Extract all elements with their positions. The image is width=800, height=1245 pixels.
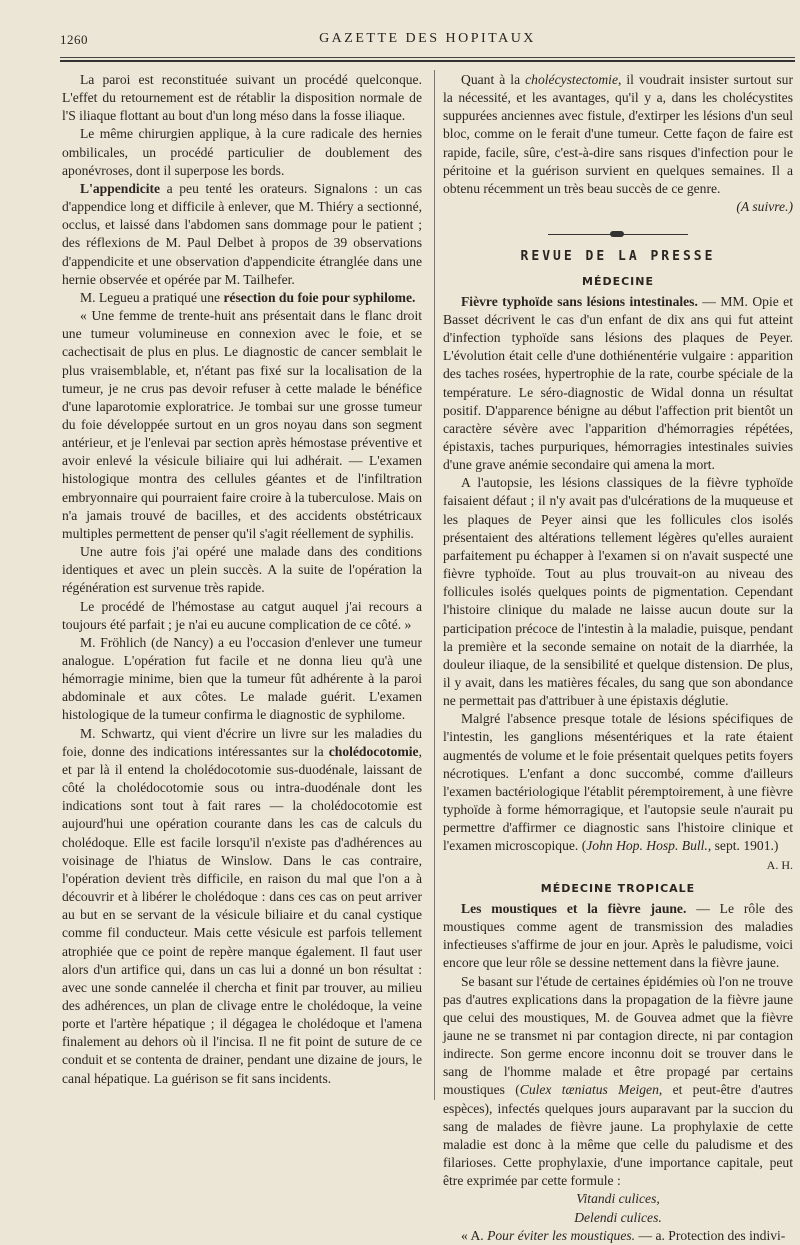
header-rule-thick [60,60,795,62]
paragraph-lead: L'appendicite [80,180,161,196]
page-number: 1260 [60,32,88,47]
paragraph: M. Fröhlich (de Nancy) a eu l'occasion d'enlever une tumeur analogue. L'opération fut facile et ne donna lieu qu'à une hémorragie minime, bien que la tumeur fût adhérente à la paroi abdominale et aux côtes. Le malade guérit. L'examen histologique de la tumeur confirma le diagnostic de syphilome. [62,634,422,723]
paragraph: La paroi est reconstituée suivant un procédé quelconque. L'effet du retournement est de rétablir la disposition normale de l'S iliaque flottant au bout d'un long méso dans la fosse iliaque. [62,72,422,124]
motto-line: Vitandi culices, [576,1191,660,1207]
paragraph: L'appendicite a peu tenté les orateurs. Signalons : un cas d'appendice long et difficile à enlever, que M. Thiéry a sectionné, occlus, et laissé dans l'abdomen sans dommage pour le patient ; des réflexions de M. Paul Delbet à propos de 39 observations d'appendicite et une observation d'appendicite étranglée dans une hernie observée et opérée par M. Tailhefer. [62,180,422,287]
paragraph: Les moustiques et la fièvre jaune. — Le rôle des moustiques comme agent de transmission des maladies infectieuses s'affirme de jour en jour. Après le paludisme, voici encore que leur rôle se dessine nettement dans la fièvre jaune. [443,900,793,971]
subsection-title: MÉDECINE TROPICALE [540,881,696,895]
paragraph: Le procédé de l'hémostase au catgut auquel j'ai recours a toujours été parfait ; je n'ai eu aucune complication de ce côté. » [62,598,422,632]
paragraph: Quant à la cholécystectomie, il voudrait insister surtout sur la nécessité, et les avantages, qu'il y a, dans les cholécystites suppurées anciennes avec fistule, d'extirper les lésions d'un seul bloc, comme on le ferait d'une tumeur. Cette façon de faire est rapide, facile, sûre, c'est-à-dire sans risques d'infection pour le péritoine et la guérison survient en quelques semaines. Il a obtenu récemment un très beau succès de ce genre. (A suivre.) [443,71,793,198]
author-initials: A. H. [766,857,793,872]
paragraph: A l'autopsie, les lésions classiques de la fièvre typhoïde faisaient défaut ; il n'y avait pas d'ulcérations de la muqueuse et les plaques de Peyer ainsi que les follicules clos isolés présentaient des altérations tellement légères qu'elles auraient parfaitement pu échapper à l'examen si on n'avait suspecté une fièvre typhoïde. Tout au plus trouvait-on au niveau des follicules isolés quelques points de pigmentation. Cependant l'histoire clinique du malade ne laisse aucun doute sur la participation précoce de l'intestin à la maladie, puisque, pendant la première et la seconde semaine on notait de la diarrhée, la douleur iliaque, de la sensibilité et quelque distension. De plus, il y avait, dans les matières fécales, du sang que son abondance ne permettait pas d'attribuer à une épistaxis déglutie. [443,475,793,709]
paragraph: Fièvre typhoïde sans lésions intestinales. — MM. Opie et Basset décrivent le cas d'un enfant de dix ans qui fut atteint d'infection typhoïde sans lésions des plaques de Peyer. L'évolution était celle d'une dothiénentérie vulgaire : apparition des taches rosées, hypertrophie de la rate, courbe spéciale de la température. Le séro-diagnostic de Widal donna un résultat positif. D'apparence bénigne au début l'affection prit bientôt un caractère sévère avec l'apparition d'hémorragies répétées, épistaxis, taches purpuriques, hémorragies intestinales suivies d'une grave anémie secondaire qui amena la mort. [443,293,793,473]
left-column [62,71,422,1088]
header-rule-thin [60,57,795,58]
paragraph: M. Schwartz, qui vient d'écrire un livre sur les maladies du foie, donne des indications intéressantes sur la cholédocotomie, et par là il entend la cholédocotomie sus-duodénale, laissant de côté la cholédocotomie sous ou intra-duodénale dont les indications sont tout à fait rares — la cholédocotomie est aujourd'hui une opération courante dans les cas de calculs du cholédoque. Elle est facile lorsqu'il n'existe pas d'adhérences au voisinage de l'hiatus de Winslow. Dans le cas contraire, l'opération devient très difficile, en raison du mal que l'on a à découvrir et à libérer le cholédoque : dans ces cas on peut arriver au but en se servant de la vésicule biliaire et du canal cystique comme fil conducteur. Mais cette vésicule est parfois tellement atrophiée que ce point de repère manque également. Il faut user alors d'un artifice qui, dans un cas lui a donné un bon résultat : avec une sonde cannelée il chercha et finit par trouver, au milieu des adhérences, un plan de clivage entre le cholédoque, la veine porte et l'artère hépatique ; il dégagea le cholédoque et l'amena finalement au dehors où il l'incisa. Il ne fit point de suture de ce conduit et se contenta de drainer, pendant une dizaine de jours, le canal hépatique. La guérison se fit sans incidents. [62,725,422,1086]
column-divider [434,70,435,1100]
motto-line: Delendi culices. [574,1209,662,1225]
page-header [60,28,795,50]
paragraph-lead: résection du foie pour syphilome. [223,289,416,305]
subsection-title: MÉDECINE [582,274,654,288]
paragraph-lead: cholédocotomie [328,743,419,759]
ornament-divider [443,222,793,240]
article-title: Les moustiques et la fièvre jaune. [461,900,687,916]
paragraph: Le même chirurgien applique, à la cure radicale des hernies ombilicales, un procédé particulier de doublement des aponévroses, dont il superpose les bords. [62,126,422,178]
right-column [443,71,793,1245]
paragraph: Une autre fois j'ai opéré une malade dans des conditions identiques et avec un plein succès. A la suite de l'opération la régénération est survenue très rapide. [62,544,422,596]
to-be-continued: (A suivre.) [736,199,793,215]
paragraph: « A. Pour éviter les moustiques. — a. Protection des indivi- [461,1227,786,1243]
paragraph: Se basant sur l'étude de certaines épidémies où l'on ne trouve pas d'autres explications dans la propagation de la fièvre jaune que celui des moustiques, M. de Gouvea admet que la fièvre jaune ne se transmet ni par contagion directe, ni par contagion indirecte. Son germe encore inconnu doit se trouver dans le sang de l'homme malade et être propagé par certains moustiques (Culex tæniatus Meigen, et peut-être d'autres espèces), infectés quelques jours auparavant par la succion du sang de malades de fièvre jaune. La prophylaxie de cette maladie est donc à la même que celle du paludisme et des filarioses. Cette prophylaxie, d'une importance capitale, peut être exprimée par cette formule : [443,973,793,1189]
paragraph: M. Legueu a pratiqué une résection du foie pour syphilome. [80,289,416,305]
section-title: REVUE DE LA PRESSE [520,249,716,265]
paragraph: Malgré l'absence presque totale de lésions spécifiques de l'intestin, les ganglions mésentériques et la rate étaient augmentés de volume et le foie présentait quelques petits foyers nécrotiques. L'enfant a donc succombé, comme d'ailleurs l'examen bactériologique l'établit péremptoirement, à une fièvre typhoïde à forme hémorragique, et l'autopsie seule n'aurait pu permettre d'affirmer ce diagnostic sans l'histoire clinique et l'examen microscopique. (John Hop. Hosp. Bull., sept. 1901.) A. H. [443,710,793,855]
article-title: Fièvre typhoïde sans lésions intestinales. [461,293,698,309]
paragraph: « Une femme de trente-huit ans présentait dans le flanc droit une tumeur volumineuse en connexion avec le foie, et se cachectisait de plus en plus. Le diagnostic de cancer semblait le plus vraisemblable, et, n'étant pas fixé sur la localisation de la tumeur, je ne crus pas devoir refuser à cette malade le bénéfice d'une laparotomie exploratrice. Je tombai sur une grosse tumeur du foie développée surtout en un gros noyau dans son segment antérieur, et je l'enlevai par section après hémostase préventive et avoir enlevé la vésicule biliaire qui lui adhérait. — L'examen histologique montra des cellules géantes et de l'infiltration embryonnaire qui pourraient faire croire à la tuberculose. Mais on n'a jamais trouvé de bacilles, et des accidents obstétricaux multiples permettent de penser qu'il s'agit réellement de syphilis. [62,308,422,541]
journal-title: GAZETTE DES HOPITAUX [319,31,536,46]
